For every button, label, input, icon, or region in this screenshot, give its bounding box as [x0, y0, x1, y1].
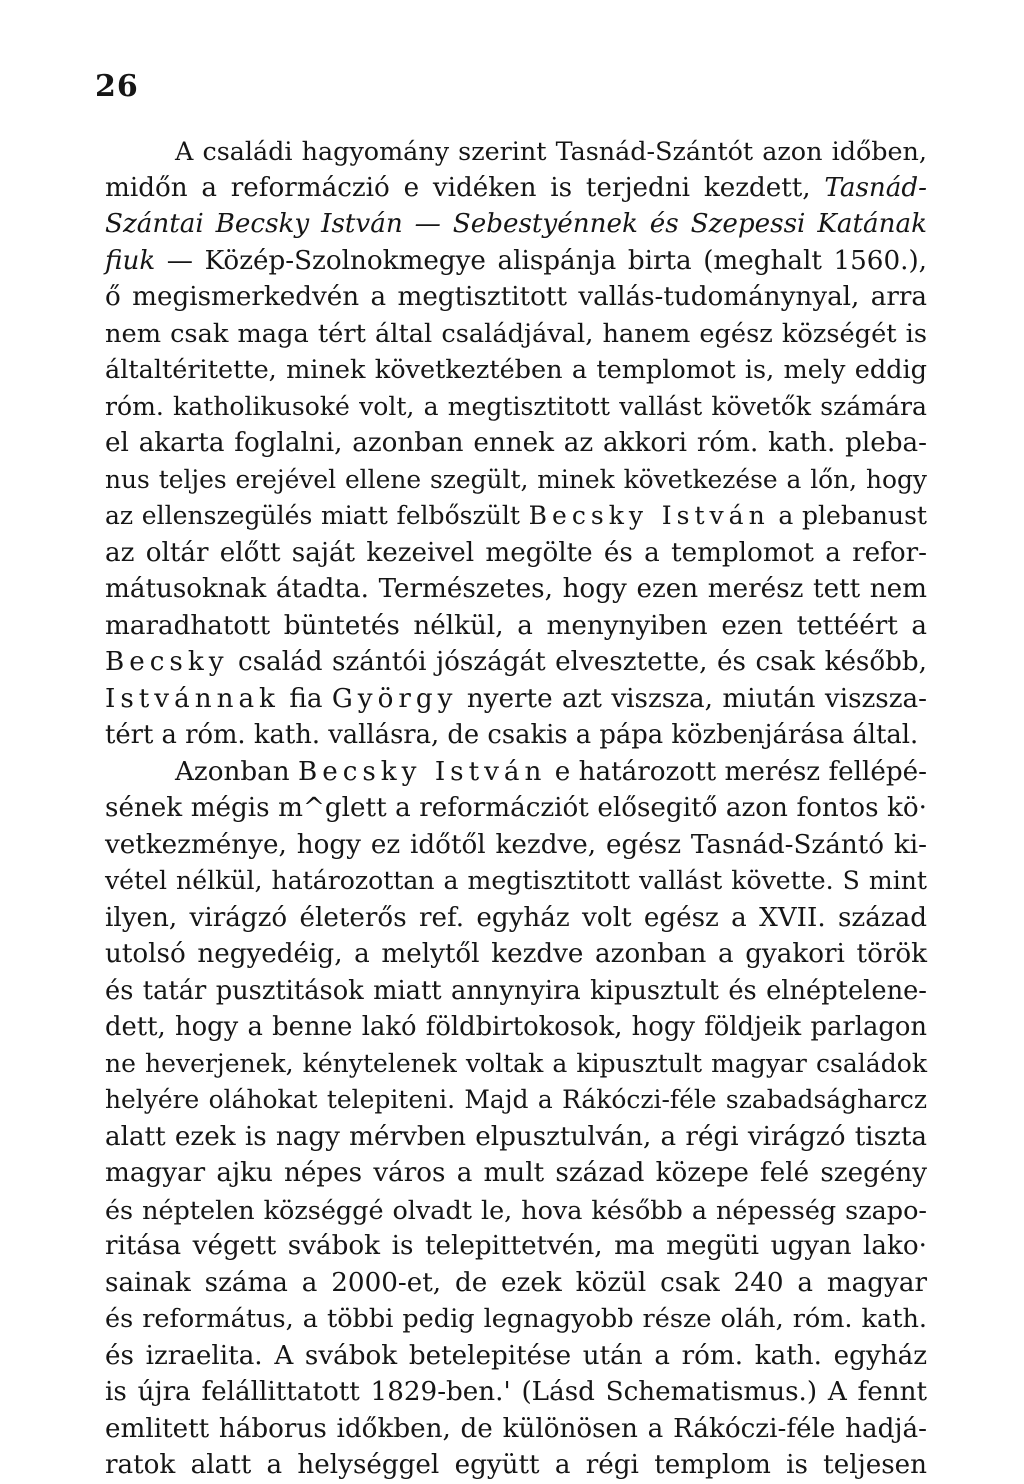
body-text — [105, 133, 927, 1484]
text-line — [105, 1447, 927, 1484]
text-segment: ratok alatt a helységgel együtt a régi templom is teljesen — [105, 1450, 927, 1480]
text-segment: nus teljes erejével ellene szegült, minek következése a lőn, hogy — [105, 464, 927, 494]
text-line — [105, 462, 927, 499]
text-segment: fia — [279, 683, 332, 714]
text-line — [105, 644, 927, 681]
text-line — [105, 316, 927, 353]
text-line — [105, 1411, 927, 1448]
text-line — [105, 1301, 927, 1338]
text-segment: a plebanust — [769, 501, 927, 530]
text-segment: az ellenszegülés miatt felbőszült — [105, 501, 529, 530]
spaced-name-text: György — [331, 683, 458, 714]
page-number: 26 — [95, 69, 139, 104]
text-line — [105, 1192, 927, 1229]
spaced-name-text: Becsky — [105, 647, 229, 677]
text-segment: és református, a többi pedig legnagyobb része oláh, róm. kath. — [105, 1304, 927, 1334]
text-line — [105, 1265, 927, 1302]
text-segment: midőn a reformáczió e vidéken is terjedni kezdett, — [105, 172, 825, 203]
spaced-name-text: Becsky István — [297, 756, 547, 787]
italic-name-text: Tasnád- — [824, 172, 927, 203]
text-line — [105, 1338, 927, 1375]
text-line — [105, 1046, 927, 1083]
text-segment: is újra felállittatott 1829-ben.' (Lásd Schematismus.) A fennt — [105, 1377, 927, 1407]
text-line — [105, 1155, 927, 1192]
text-segment: nem csak maga tért által családjával, hanem egész községét is — [105, 318, 927, 349]
text-line — [105, 389, 927, 426]
text-segment: és tatár pusztitások miatt annynyira kipusztult és elnéptelene- — [105, 975, 927, 1006]
paragraph-first-line — [105, 133, 927, 170]
text-segment: általtéritette, minek következtében a templomot is, mely eddig — [105, 355, 927, 385]
text-line — [105, 790, 927, 827]
text-line — [105, 206, 927, 243]
text-segment: — Közép-Szolnokmegye alispánja birta (meghalt 1560.), — [155, 245, 927, 276]
text-segment: alatt ezek is nagy mérvben elpusztulván, a régi virágzó tiszta — [105, 1121, 927, 1152]
text-line — [105, 973, 927, 1010]
text-segment: ilyen, virágzó életerős ref. egyház volt egész a XVII. század — [105, 902, 927, 933]
italic-name-text: fiuk — [105, 245, 156, 276]
spaced-name-text: Istvánnak — [105, 683, 280, 714]
text-line — [105, 681, 927, 718]
text-line — [105, 425, 927, 462]
spaced-name-text: Becsky István — [528, 501, 770, 530]
paragraph-first-line — [105, 754, 927, 791]
text-segment: emlitett háborus időkben, de különösen a Rákóczi-féle hadjá- — [105, 1413, 927, 1444]
text-segment: magyar ajku népes város a mult század közepe felé szegény — [105, 1158, 927, 1188]
text-line — [105, 608, 927, 645]
text-segment: és néptelen községgé olvadt le, hova később a népesség szapo- — [105, 1194, 927, 1225]
text-line — [105, 936, 927, 973]
text-line — [105, 535, 927, 572]
text-line — [105, 717, 927, 754]
text-segment: Azonban — [175, 756, 298, 787]
text-segment: utolsó negyedéig, a melytől kezdve azonban a gyakori török — [105, 939, 927, 969]
text-line — [105, 827, 927, 864]
text-line — [105, 1009, 927, 1046]
text-segment: sének mégis m^glett a reformácziót elősegitő azon fontos kö· — [105, 793, 927, 823]
text-segment: az oltár előtt saját kezeivel megölte és a templomot a refor- — [105, 537, 927, 568]
text-segment: A családi hagyomány szerint Tasnád-Szántót azon időben, — [175, 136, 927, 166]
text-line — [105, 863, 927, 900]
text-segment: el akarta foglalni, azonban ennek az akkori róm. kath. pleba- — [105, 428, 927, 458]
text-segment: és izraelita. A svábok betelepitése után a róm. kath. egyház — [105, 1340, 927, 1371]
text-segment: vetkezménye, hogy ez időtől kezdve, egész Tasnád-Szántó ki- — [105, 829, 927, 860]
text-line — [105, 1082, 927, 1119]
text-line — [105, 900, 927, 937]
italic-name-text: Szántai Becsky István — Sebestyénnek és Szepessi Katának — [105, 209, 927, 239]
text-segment: sainak száma a 2000-et, de ezek közül csak 240 a magyar — [105, 1267, 927, 1298]
text-segment: vétel nélkül, határozottan a megtisztitott vallást követte. S mint — [105, 866, 927, 895]
text-segment: maradhatott büntetés nélkül, a menynyiben ezen tettéért a — [105, 610, 927, 641]
text-line — [105, 1228, 927, 1265]
text-segment: ne heverjenek, kénytelenek voltak a kipusztult magyar családok — [105, 1048, 927, 1078]
text-segment: ő megismerkedvén a megtisztitott vallás-tudománynyal, arra — [105, 282, 927, 312]
text-line — [105, 571, 927, 608]
text-line — [105, 1119, 927, 1156]
text-segment: helyére oláhokat telepiteni. Majd a Rákóczi-féle szabadságharcz — [105, 1085, 927, 1114]
text-segment: tért a róm. kath. vallásra, de csakis a pápa közbenjárása által. — [105, 720, 919, 750]
text-segment: róm. katholikusoké volt, a megtisztitott vallást követők számára — [105, 391, 927, 421]
text-line — [105, 170, 927, 207]
text-line — [105, 243, 927, 280]
text-line — [105, 279, 927, 316]
text-segment: család szántói jószágát elvesztette, és csak később, — [228, 647, 927, 677]
text-line — [105, 1374, 927, 1411]
text-segment: ritása végett svábok is telepittetvén, ma megüti ugyan lako· — [105, 1231, 927, 1261]
text-line — [105, 498, 927, 535]
text-segment: dett, hogy a benne lakó földbirtokosok, hogy földjeik parlagon — [105, 1012, 927, 1042]
text-segment: mátusoknak átadta. Természetes, hogy ezen merész tett nem — [105, 574, 927, 604]
text-segment: e határozott merész fellépé- — [546, 756, 927, 787]
text-line — [105, 352, 927, 389]
text-segment: nyerte azt viszsza, miután viszsza- — [457, 683, 927, 714]
